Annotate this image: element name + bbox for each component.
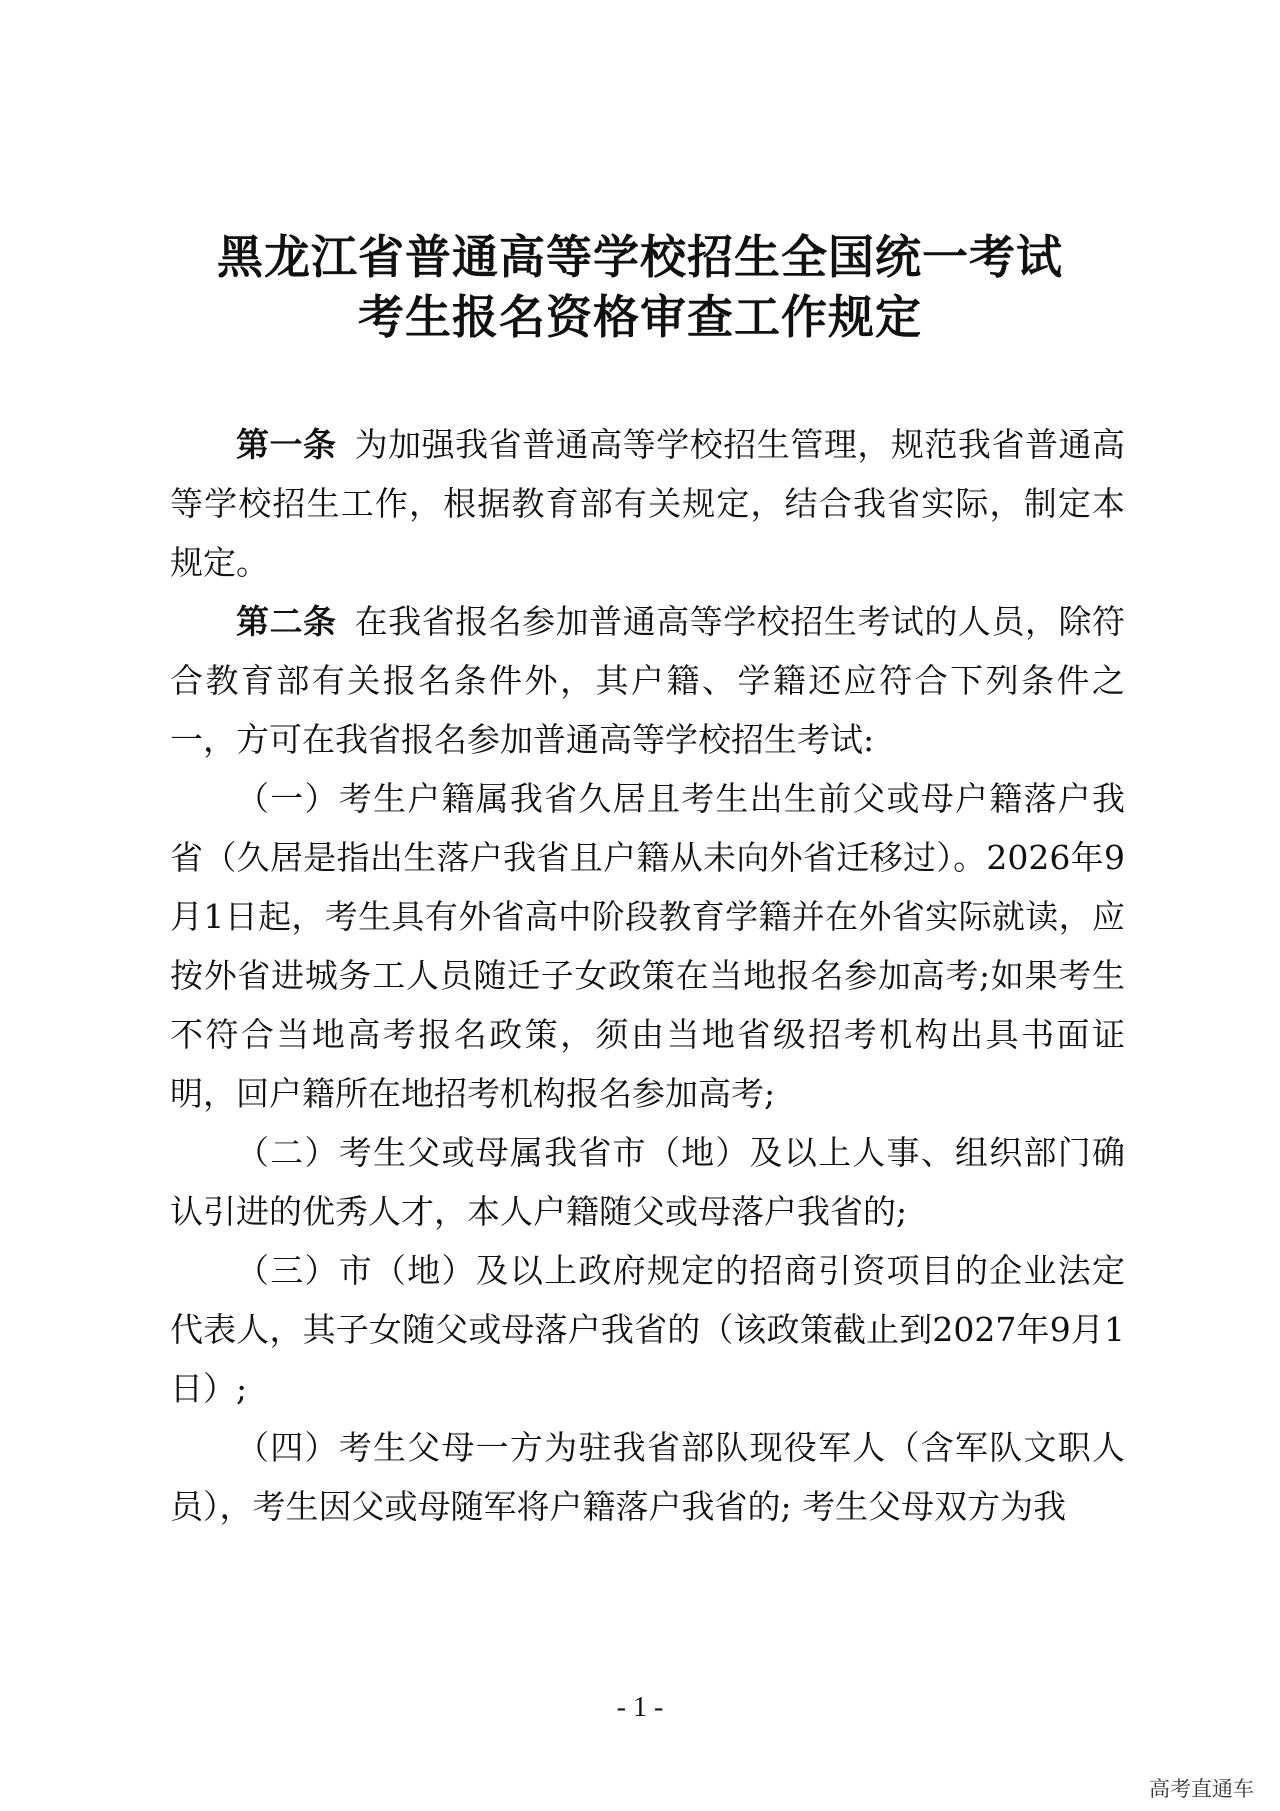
document-title-line-2: 考生报名资格审查工作规定 xyxy=(358,290,922,344)
article-2-text: 在我省报名参加普通高等学校招生考试的人员，除符合教育部有关报名条件外，其户籍、学籍还应符合下列条件之一，方可在我省报名参加普通高等学校招生考试: xyxy=(170,602,1126,759)
clause-item-1: （一）考生户籍属我省久居且考生出生前父或母户籍落户我省（久居是指出生落户我省且户籍从未向外省迁移过）。2026年9月1日起，考生具有外省高中阶段教育学籍并在外省实际就读，应按外省进城务工人员随迁子女政策在当地报名参加高考;如果考生不符合当地高考报名政策，须由当地省级招考机构出具书面证明，回户籍所在地招考机构报名参加高考; xyxy=(170,779,1125,1113)
article-1 xyxy=(170,415,1125,592)
article-2-label: 第二条 xyxy=(236,602,337,641)
document-title-line-1: 黑龙江省普通高等学校招生全国统一考试 xyxy=(217,230,1063,284)
page-number: - 1 - xyxy=(616,1692,664,1723)
clause-item-4: （四）考生父母一方为驻我省部队现役军人（含军队文职人员），考生因父或母随军将户籍落户我省的; 考生父母双方为我 xyxy=(170,1428,1125,1526)
clause-item-2: （二）考生父或母属我省市（地）及以上人事、组织部门确认引进的优秀人才，本人户籍随父或母落户我省的; xyxy=(170,1133,1125,1231)
article-1-text: 为加强我省普通高等学校招生管理，规范我省普通高等学校招生工作，根据教育部有关规定，结合我省实际，制定本规定。 xyxy=(170,425,1126,582)
clause-item-3: （三）市（地）及以上政府规定的招商引资项目的企业法定代表人，其子女随父或母落户我省的（该政策截止到2027年9月1日）; xyxy=(170,1251,1125,1408)
watermark-text: 高考直通车 xyxy=(1149,1777,1254,1801)
document-body xyxy=(170,415,1125,1536)
article-1-label: 第一条 xyxy=(236,425,337,464)
article-2 xyxy=(170,592,1125,769)
